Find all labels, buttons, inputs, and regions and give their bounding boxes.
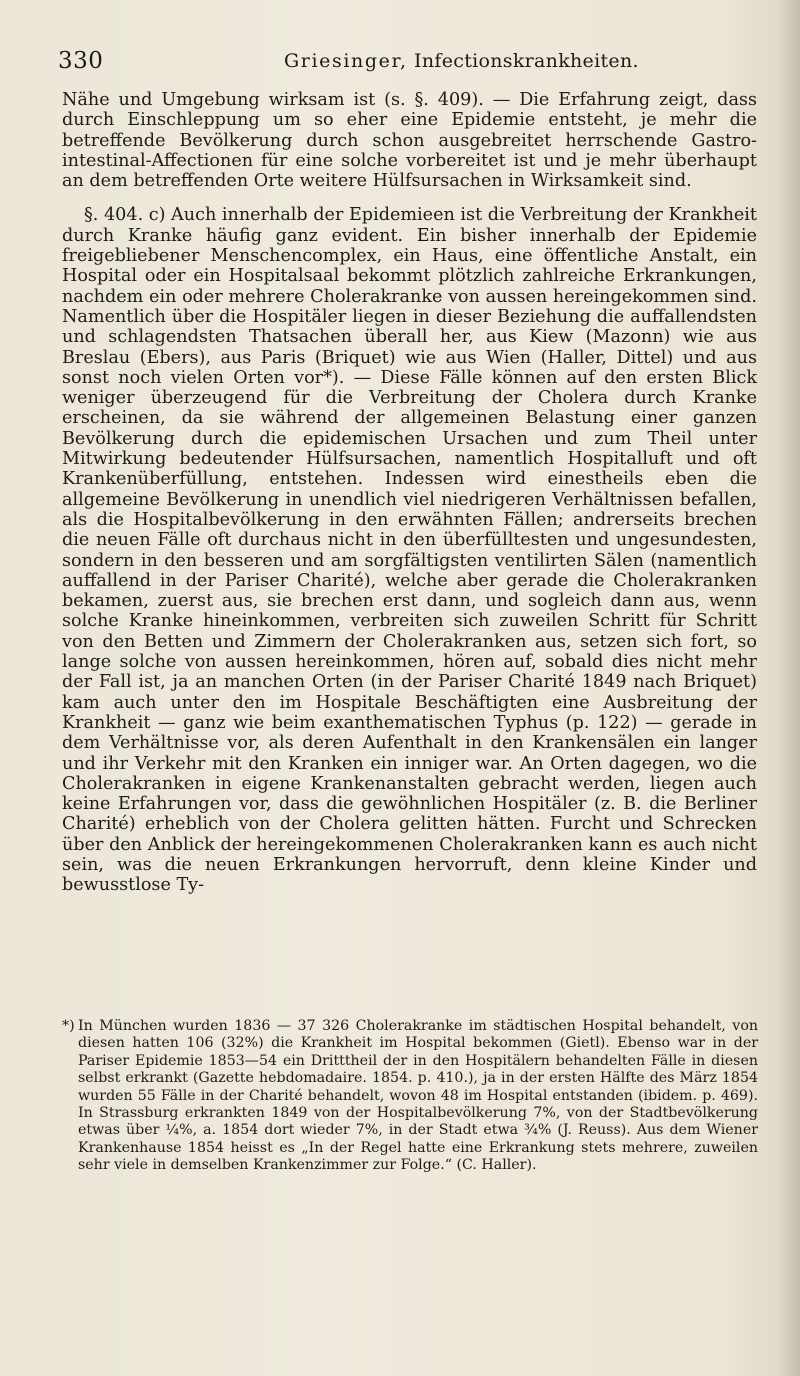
main-text xyxy=(62,90,757,896)
page-edge-shadow xyxy=(778,0,800,1376)
running-head-author: Griesinger, xyxy=(284,50,408,72)
running-head xyxy=(284,50,639,72)
running-head-title: Infectionskrankheiten. xyxy=(414,50,639,72)
page-number: 330 xyxy=(58,48,104,74)
footnote xyxy=(62,1018,758,1175)
page-header xyxy=(58,48,758,78)
footnote-marker: *) xyxy=(62,1018,75,1034)
footnote-text: In München wurden 1836 — 37 326 Cholerakranke im städtischen Hospital behandelt, von diesen hatten 106 (32%) die Krankheit im Hospital bekommen (Gietl). Ebenso war in der Pariser Epidemie 1853—54 ein Dritttheil der in den Hospitälern behandelten Fälle in diesen selbst erkrankt (Gazette hebdomadaire. 1854. p. 410.), ja in der ersten Hälfte des März 1854 wurden 55 Fälle in der Charité behandelt, wovon 48 im Hospital entstanden (ibidem. p. 469). In Strassburg erkrankten 1849 von der Hospitalbevölkerung 7%, von der Stadtbevölkerung etwas über ¼%, a. 1854 dort wieder 7%, in der Stadt etwa ¾% (J. Reuss). Aus dem Wiener Krankenhause 1854 heisst es „In der Regel hatte eine Erkrankung stets mehrere, zuweilen sehr viele in demselben Krankenzimmer zur Folge.“ (C. Haller). xyxy=(78,1018,758,1174)
paragraph-section-404: §. 404. c) Auch innerhalb der Epidemieen ist die Verbreitung der Krankheit durch Kranke häufig ganz evident. Ein bisher innerhalb der Epidemie freigebliebener Menschencomplex, ein Haus, eine öffentliche Anstalt, ein Hospital oder ein Hospitalsaal bekommt plötzlich zahlreiche Erkrankungen, nachdem ein oder mehrere Cholerakranke von aussen hereingekommen sind. Namentlich über die Hospitäler liegen in dieser Beziehung die auffallendsten und schlagendsten Thatsachen überall her, aus Kiew (Mazonn) wie aus Breslau (Ebers), aus Paris (Briquet) wie aus Wien (Haller, Dittel) und aus sonst noch vielen Orten vor*). — Diese Fälle können auf den ersten Blick weniger überzeugend für die Verbreitung der Cholera durch Kranke erscheinen, da sie während der allgemeinen Belastung einer ganzen Bevölkerung durch die epidemischen Ursachen und zum Theil unter Mitwirkung bedeutender Hülfsursachen, namentlich Hospitalluft und oft Krankenüberfüllung, entstehen. Indessen wird einestheils eben die allgemeine Bevölkerung in unendlich viel niedrigeren Verhältnissen befallen, als die Hospitalbevölkerung in den erwähnten Fällen; andrerseits brechen die neuen Fälle oft durchaus nicht in den überfülltesten und ungesundesten, sondern in den besseren und am sorgfältigsten ventilirten Sälen (namentlich auffallend in der Pariser Charité), welche aber gerade die Cholerakranken bekamen, zuerst aus, sie brechen erst dann, und sogleich dann aus, wenn solche Kranke hineinkommen, verbreiten sich zuweilen Schritt für Schritt von den Betten und Zimmern der Cholerakranken aus, setzen sich fort, so lange solche von aussen hereinkommen, hören auf, sobald dies nicht mehr der Fall ist, ja an manchen Orten (in der Pariser Charité 1849 nach Briquet) kam auch unter den im Hospitale Beschäftigten eine Ausbreitung der Krankheit — ganz wie beim exanthematischen Typhus (p. 122) — gerade in dem Verhältnisse vor, als deren Aufenthalt in den Krankensälen ein langer und ihr Verkehr mit den Kranken ein inniger war. An Orten dagegen, wo die Cholerakranken in eigene Krankenanstalten gebracht werden, liegen auch keine Erfahrungen vor, dass die gewöhnlichen Hospitäler (z. B. die Berliner Charité) erheblich von der Cholera gelitten hätten. Furcht und Schrecken über den Anblick der hereingekommenen Cholerakranken kann es auch nicht sein, was die neuen Erkrankungen hervorruft, denn kleine Kinder und bewusstlose Ty- xyxy=(62,205,758,896)
paragraph-continuation: Nähe und Umgebung wirksam ist (s. §. 409). — Die Erfahrung zeigt, dass durch Einschleppung um so eher eine Epidemie entsteht, je mehr die betreffende Bevölkerung durch schon ausgebreitet herrschende Gastro-intestinal-Affectionen für eine solche vorbereitet ist und je mehr überhaupt an dem betreffenden Orte weitere Hülfsursachen in Wirksamkeit sind. xyxy=(62,90,757,192)
